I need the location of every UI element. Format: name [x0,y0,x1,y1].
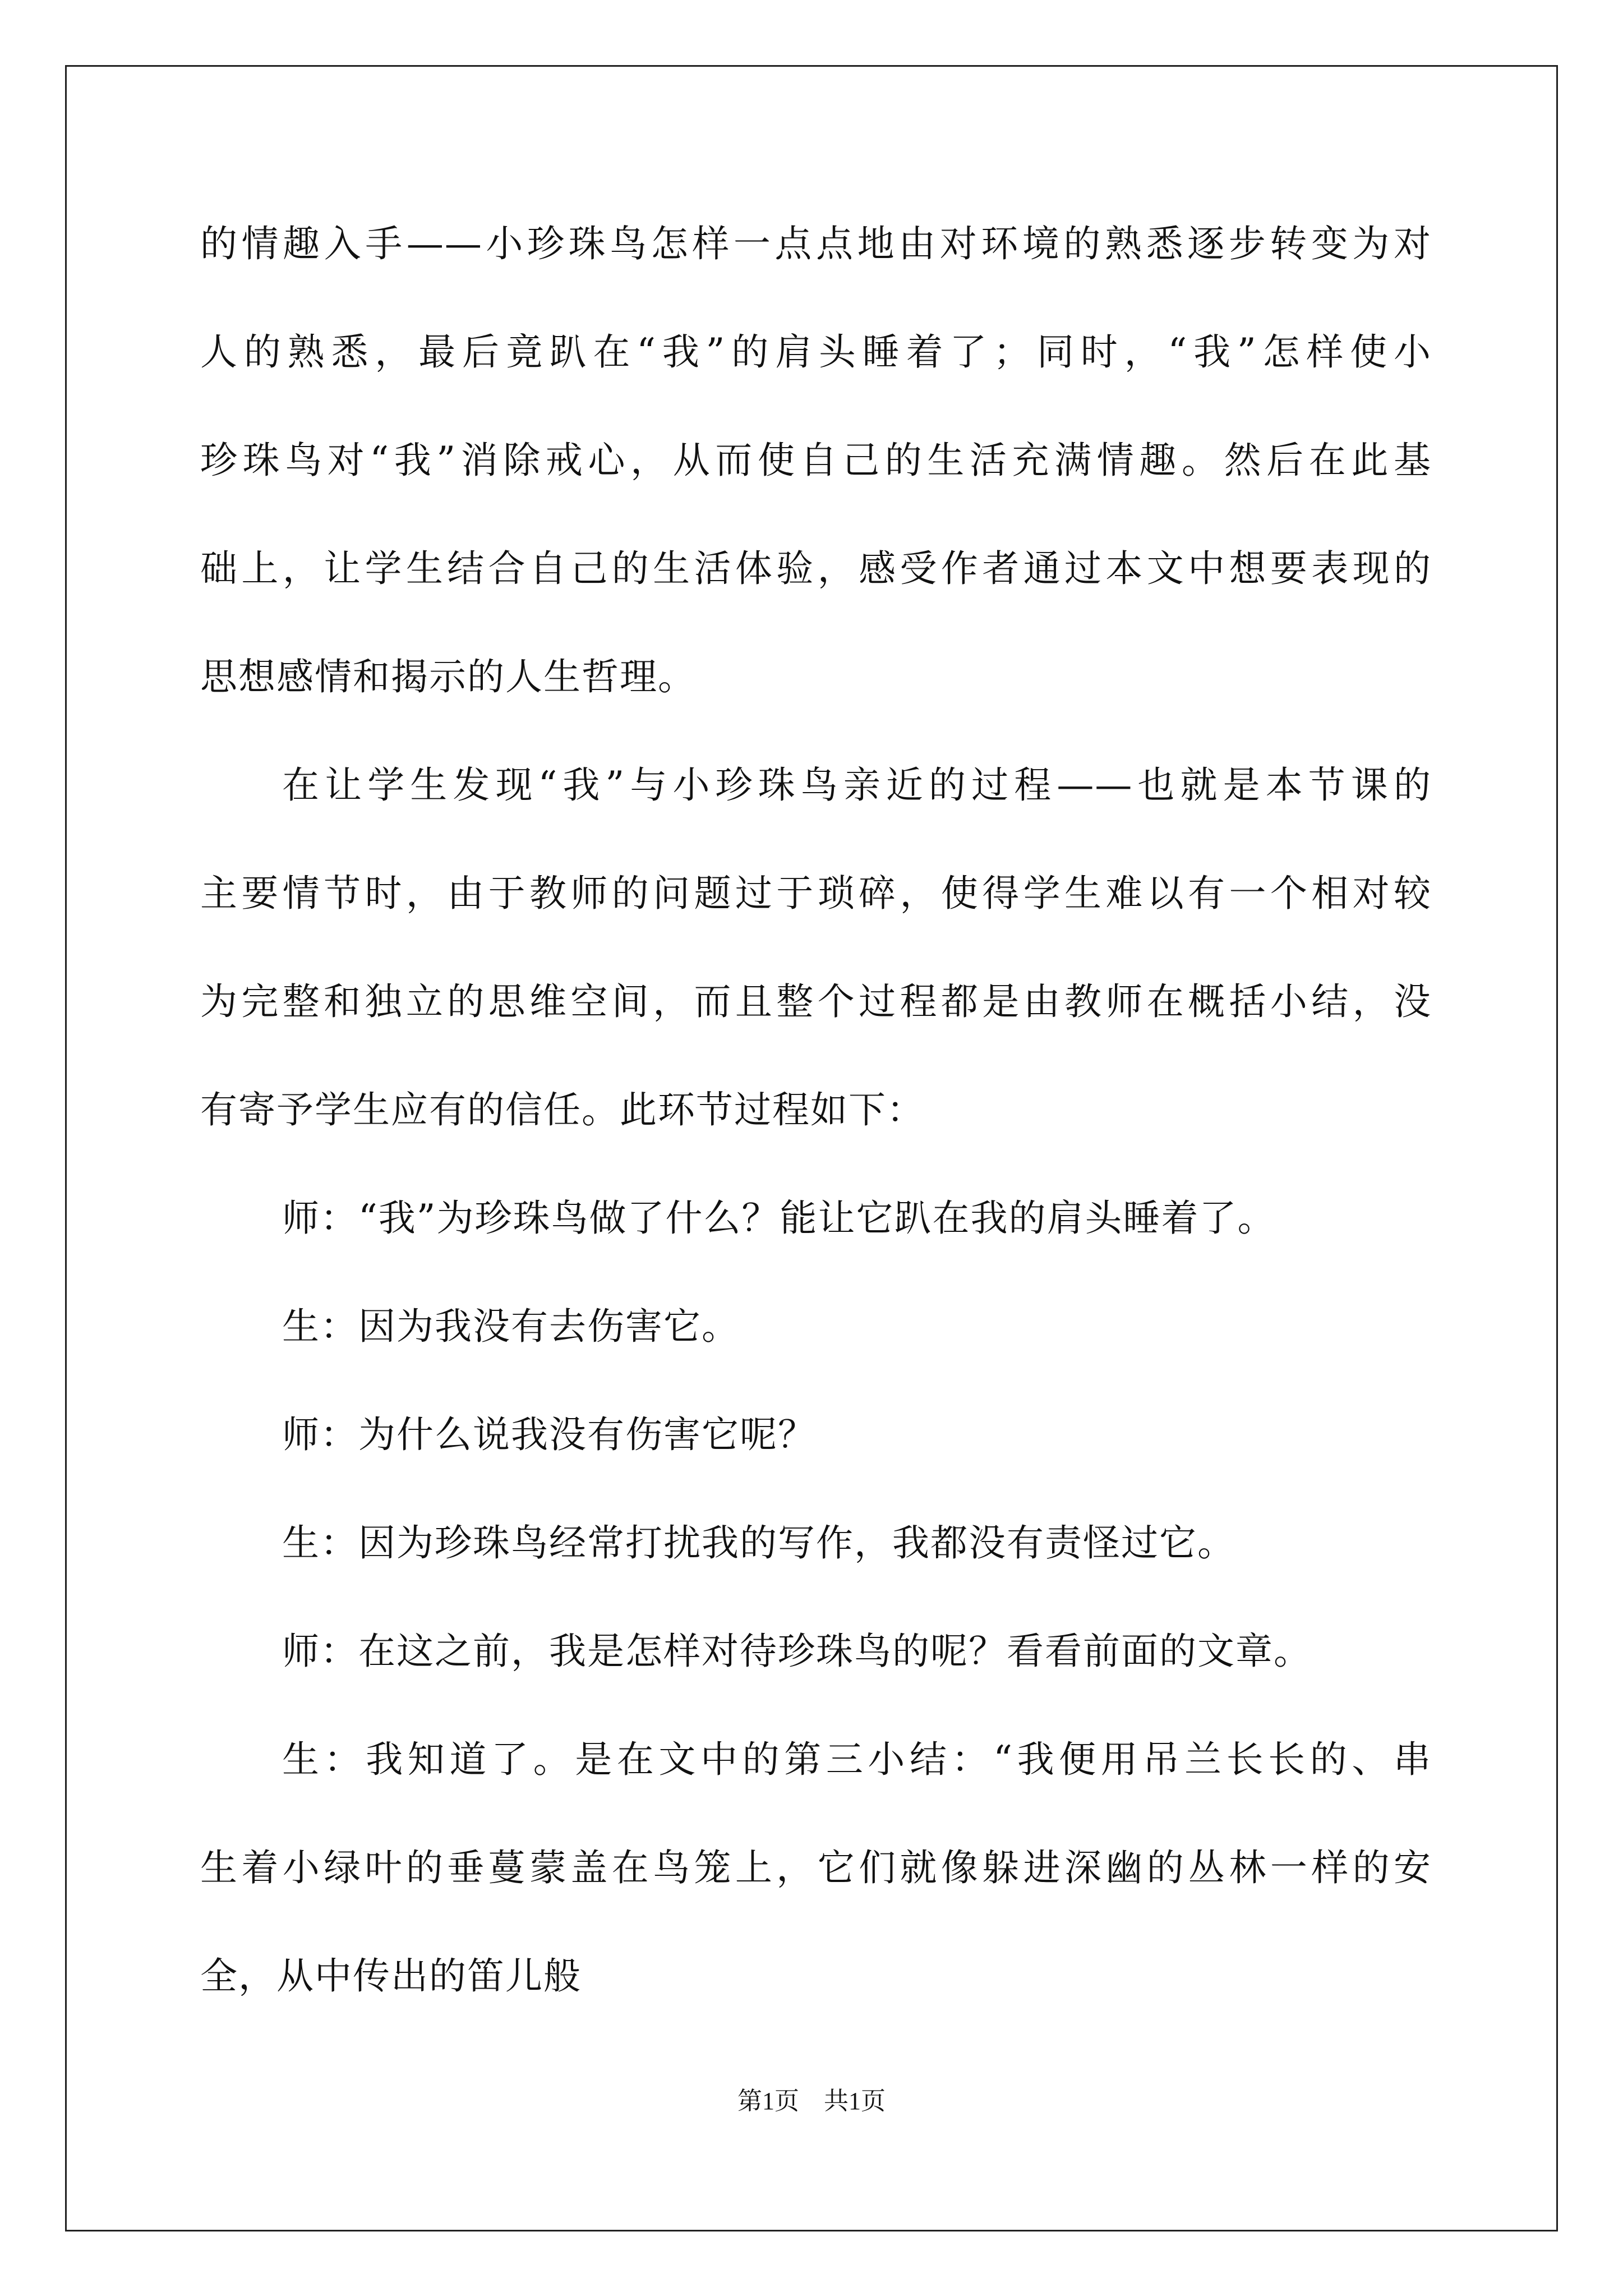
text-line: 有寄予学生应有的信任。此环节过程如下： [200,1088,925,1131]
dialogue-line: 生：因为我没有去伤害它。 [282,1305,740,1348]
text-line: 在让学生发现“我”与小珍珠鸟亲近的过程——也就是本节课的 [282,763,1432,807]
page-border [65,65,1558,2231]
text-line: 生着小绿叶的垂蔓蒙盖在鸟笼上，它们就像躲进深幽的丛林一样的安 [200,1846,1432,1889]
text-line: 主要情节时，由于教师的问题过于琐碎，使得学生难以有一个相对较 [200,872,1432,915]
page-number: 第1页 共1页 [737,2087,886,2115]
text-line: 础上，让学生结合自己的生活体验，感受作者通过本文中想要表现的 [200,547,1432,590]
text-line: 珍珠鸟对“我”消除戒心，从而使自己的生活充满情趣。然后在此基 [200,439,1432,482]
text-line: 思想感情和揭示的人生哲理。 [200,655,696,698]
dialogue-line: 生：我知道了。是在文中的第三小结：“我便用吊兰长长的、串 [282,1738,1432,1781]
text-line: 人的熟悉，最后竟趴在“我”的肩头睡着了；同时，“我”怎样使小 [200,330,1432,374]
dialogue-line: 师：为什么说我没有伤害它呢？ [282,1413,816,1456]
dialogue-line: 生：因为珍珠鸟经常打扰我的写作，我都没有责怪过它。 [282,1521,1235,1565]
dialogue-line: 师：“我”为珍珠鸟做了什么？能让它趴在我的肩头睡着了。 [282,1197,1276,1240]
text-line: 为完整和独立的思维空间，而且整个过程都是由教师在概括小结，没 [200,980,1432,1023]
text-line: 全，从中传出的笛儿般 [200,1954,582,1998]
text-line: 的情趣入手——小珍珠鸟怎样一点点地由对环境的熟悉逐步转变为对 [200,222,1432,265]
dialogue-line: 师：在这之前，我是怎样对待珍珠鸟的呢？看看前面的文章。 [282,1630,1312,1673]
